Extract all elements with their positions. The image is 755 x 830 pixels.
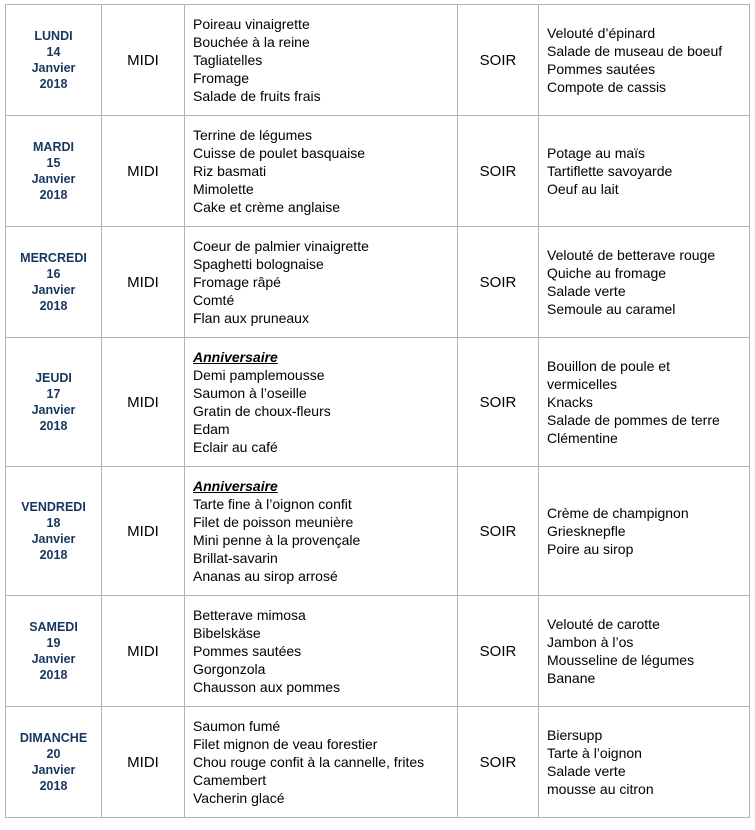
- dish: Griesknepfle: [547, 523, 626, 539]
- dish: Coeur de palmier vinaigrette: [193, 238, 369, 254]
- dish: Ananas au sirop arrosé: [193, 568, 338, 584]
- midi-dishes: [185, 467, 458, 596]
- table-row: [6, 338, 750, 467]
- day-date: 16: [46, 267, 61, 281]
- soir-label: SOIR: [458, 596, 539, 707]
- midi-label: MIDI: [102, 707, 185, 818]
- day-date: 14: [46, 45, 61, 59]
- day-year: 2018: [39, 779, 68, 793]
- midi-dishes: [185, 116, 458, 227]
- dish: Poire au sirop: [547, 541, 634, 557]
- day-year: 2018: [39, 548, 68, 562]
- dish: Quiche au fromage: [547, 265, 667, 281]
- dish: Jambon à l’os: [547, 634, 634, 650]
- day-month: Janvier: [31, 172, 76, 186]
- dish: Salade de pommes de terre: [547, 412, 720, 428]
- soir-dishes: [539, 707, 750, 818]
- dish: Knacks: [547, 394, 593, 410]
- midi-label: MIDI: [102, 5, 185, 116]
- soir-dishes: [539, 467, 750, 596]
- soir-label: SOIR: [458, 116, 539, 227]
- day-month: Janvier: [31, 283, 76, 297]
- dish: Comté: [193, 292, 235, 308]
- dish: Salade verte: [547, 283, 626, 299]
- dish: Mimolette: [193, 181, 254, 197]
- dish: Poireau vinaigrette: [193, 16, 310, 32]
- soir-label: SOIR: [458, 227, 539, 338]
- dish: Semoule au caramel: [547, 301, 676, 317]
- day-month: Janvier: [31, 403, 76, 417]
- midi-label: MIDI: [102, 596, 185, 707]
- day-month: Janvier: [31, 532, 76, 546]
- soir-label: SOIR: [458, 5, 539, 116]
- day-date: 19: [46, 636, 61, 650]
- dish: Eclair au café: [193, 439, 278, 455]
- dish: Betterave mimosa: [193, 607, 306, 623]
- day-name: MERCREDI: [20, 251, 87, 265]
- day-date: 20: [46, 747, 61, 761]
- day-cell: [6, 5, 102, 116]
- dish: Pommes sautées: [547, 61, 656, 77]
- dish: Chausson aux pommes: [193, 679, 341, 695]
- day-name: LUNDI: [34, 29, 73, 43]
- dish: Fromage: [193, 70, 250, 86]
- special-occasion-label: Anniversaire: [193, 478, 278, 494]
- day-name: VENDREDI: [21, 500, 86, 514]
- soir-dishes: [539, 227, 750, 338]
- dish: Brillat-savarin: [193, 550, 278, 566]
- dish: Spaghetti bolognaise: [193, 256, 324, 272]
- dish: Filet mignon de veau forestier: [193, 736, 378, 752]
- midi-label: MIDI: [102, 338, 185, 467]
- day-year: 2018: [39, 299, 68, 313]
- dish: Potage au maïs: [547, 145, 646, 161]
- day-name: MARDI: [33, 140, 74, 154]
- soir-label: SOIR: [458, 467, 539, 596]
- dish: Crème de champignon: [547, 505, 689, 521]
- dish: Cake et crème anglaise: [193, 199, 341, 215]
- dish: Terrine de légumes: [193, 127, 313, 143]
- table-row: [6, 707, 750, 818]
- dish: Tarte fine à l’oignon confit: [193, 496, 352, 512]
- midi-label: MIDI: [102, 227, 185, 338]
- dish: Vacherin glacé: [193, 790, 285, 806]
- day-year: 2018: [39, 77, 68, 91]
- day-name: SAMEDI: [29, 620, 78, 634]
- special-occasion-label: Anniversaire: [193, 349, 278, 365]
- dish: Biersupp: [547, 727, 603, 743]
- soir-dishes: [539, 338, 750, 467]
- day-month: Janvier: [31, 652, 76, 666]
- dish: Mousseline de légumes: [547, 652, 695, 668]
- dish: Cuisse de poulet basquaise: [193, 145, 366, 161]
- dish: Velouté d’épinard: [547, 25, 656, 41]
- dish: Camembert: [193, 772, 267, 788]
- midi-dishes: [185, 5, 458, 116]
- dish: Filet de poisson meunière: [193, 514, 354, 530]
- dish: Flan aux pruneaux: [193, 310, 309, 326]
- table-row: [6, 5, 750, 116]
- midi-dishes: [185, 707, 458, 818]
- midi-label: MIDI: [102, 116, 185, 227]
- day-cell: [6, 338, 102, 467]
- table-row: [6, 467, 750, 596]
- dish: Demi pamplemousse: [193, 367, 325, 383]
- dish: Chou rouge confit à la cannelle, frites: [193, 754, 425, 770]
- midi-dishes: [185, 338, 458, 467]
- dish: Oeuf au lait: [547, 181, 619, 197]
- table-row: [6, 116, 750, 227]
- dish: Fromage râpé: [193, 274, 281, 290]
- day-cell: [6, 596, 102, 707]
- weekly-menu-table: [5, 4, 750, 818]
- table-row: [6, 596, 750, 707]
- dish: Clémentine: [547, 430, 618, 446]
- dish: Bouchée à la reine: [193, 34, 310, 50]
- day-cell: [6, 467, 102, 596]
- soir-label: SOIR: [458, 707, 539, 818]
- day-cell: [6, 227, 102, 338]
- dish: Tagliatelles: [193, 52, 263, 68]
- dish: Pommes sautées: [193, 643, 302, 659]
- day-date: 18: [46, 516, 61, 530]
- dish: Velouté de betterave rouge: [547, 247, 716, 263]
- table-row: [6, 227, 750, 338]
- midi-label: MIDI: [102, 467, 185, 596]
- day-cell: [6, 116, 102, 227]
- day-date: 15: [46, 156, 61, 170]
- soir-label: SOIR: [458, 338, 539, 467]
- day-month: Janvier: [31, 763, 76, 777]
- day-month: Janvier: [31, 61, 76, 75]
- dish: Bibelskäse: [193, 625, 261, 641]
- day-name: DIMANCHE: [19, 731, 88, 745]
- dish: Salade verte: [547, 763, 626, 779]
- dish: Salade de fruits frais: [193, 88, 321, 104]
- dish: Edam: [193, 421, 230, 437]
- dish: Salade de museau de boeuf: [547, 43, 723, 59]
- dish: Saumon à l’oseille: [193, 385, 307, 401]
- dish: mousse au citron: [547, 781, 654, 797]
- midi-dishes: [185, 227, 458, 338]
- dish: Compote de cassis: [547, 79, 667, 95]
- day-date: 17: [46, 387, 61, 401]
- dish: Banane: [547, 670, 596, 686]
- soir-dishes: [539, 596, 750, 707]
- soir-dishes: [539, 116, 750, 227]
- dish: Gratin de choux-fleurs: [193, 403, 331, 419]
- dish: Mini penne à la provençale: [193, 532, 361, 548]
- soir-dishes: [539, 5, 750, 116]
- dish: Bouillon de poule et vermicelles: [547, 358, 670, 392]
- dish: Gorgonzola: [193, 661, 266, 677]
- day-year: 2018: [39, 668, 68, 682]
- midi-dishes: [185, 596, 458, 707]
- dish: Tarte à l’oignon: [547, 745, 642, 761]
- day-cell: [6, 707, 102, 818]
- dish: Riz basmati: [193, 163, 267, 179]
- dish: Tartiflette savoyarde: [547, 163, 673, 179]
- dish: Saumon fumé: [193, 718, 281, 734]
- dish: Velouté de carotte: [547, 616, 660, 632]
- day-year: 2018: [39, 419, 68, 433]
- day-name: JEUDI: [35, 371, 72, 385]
- day-year: 2018: [39, 188, 68, 202]
